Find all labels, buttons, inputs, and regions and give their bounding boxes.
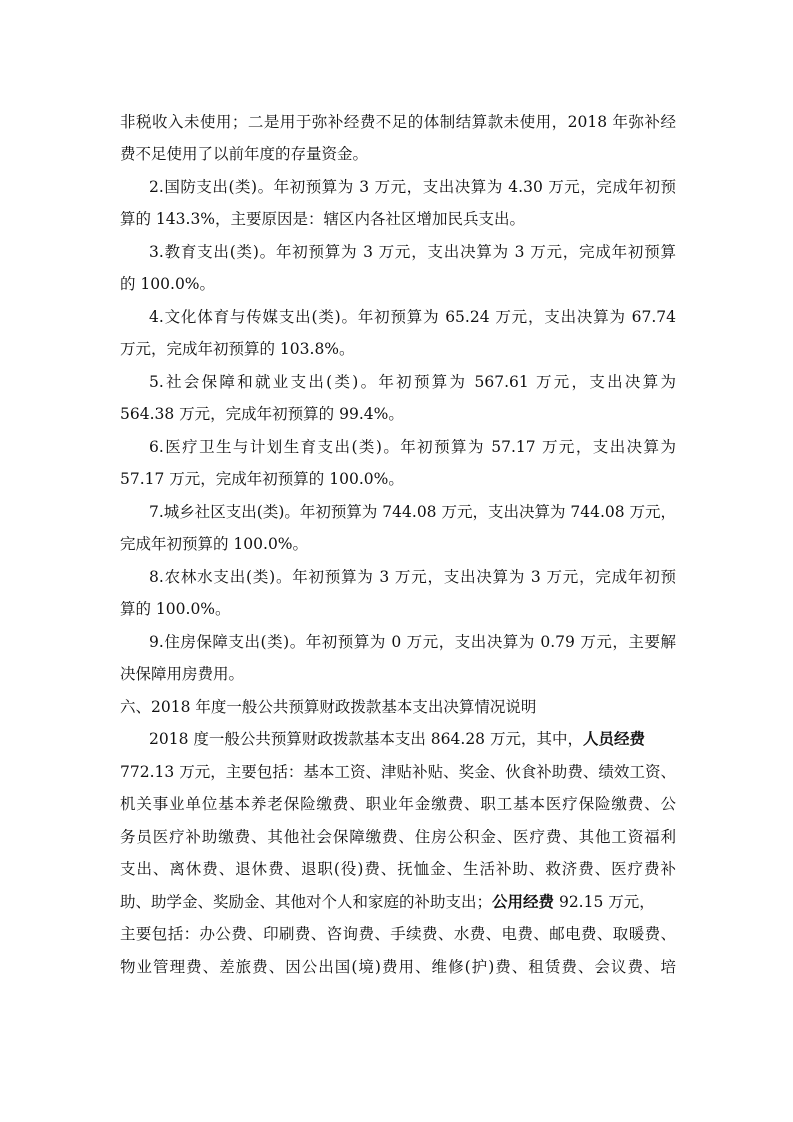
paragraph-line: 机关事业单位基本养老保险缴费、职业年金缴费、职工基本医疗保险缴费、公 (120, 795, 676, 813)
paragraph-line: 2.国防支出(类)。年初预算为 3 万元，支出决算为 4.30 万元，完成年初预 (149, 178, 676, 196)
paragraph-line (149, 729, 645, 749)
paragraph-line: 8.农林水支出(类)。年初预算为 3 万元，支出决算为 3 万元，完成年初预 (149, 568, 676, 586)
paragraph-line: 564.38 万元，完成年初预算的 99.4%。 (120, 405, 404, 423)
paragraph-line: 算的 100.0%。 (120, 600, 231, 618)
paragraph-line: 5.社会保障和就业支出(类)。年初预算为 567.61 万元，支出决算为 (149, 373, 676, 391)
paragraph-line: 4.文化体育与传媒支出(类)。年初预算为 65.24 万元，支出决算为 67.74 (149, 308, 676, 326)
paragraph-line: 决保障用房费用。 (120, 665, 245, 683)
paragraph-line: 务员医疗补助缴费、其他社会保障缴费、住房公积金、医疗费、其他工资福利 (120, 828, 676, 846)
paragraph-line: 57.17 万元，完成年初预算的 100.0%。 (120, 470, 404, 488)
paragraph-line: 3.教育支出(类)。年初预算为 3 万元，支出决算为 3 万元，完成年初预算 (149, 243, 676, 261)
paragraph-line: 完成年初预算的 100.0%。 (120, 535, 309, 553)
paragraph-text: 92.15 万元， (554, 893, 655, 911)
paragraph-line: 的 100.0%。 (120, 275, 216, 293)
paragraph-line: 物业管理费、差旅费、因公出国(境)费用、维修(护)费、租赁费、会议费、培 (120, 958, 676, 976)
paragraph-line: 支出、离休费、退休费、退职(役)费、抚恤金、生活补助、救济费、医疗费补 (120, 860, 676, 878)
bold-term: 人员经费 (582, 730, 645, 748)
paragraph-line: 非税收入未使用；二是用于弥补经费不足的体制结算款未使用，2018 年弥补经 (120, 113, 676, 131)
paragraph-line: 9.住房保障支出(类)。年初预算为 0 万元，支出决算为 0.79 万元，主要解 (149, 633, 676, 651)
bold-term: 公用经费 (492, 893, 555, 911)
section-heading: 六、2018 年度一般公共预算财政拨款基本支出决算情况说明 (120, 698, 537, 716)
paragraph-line: 6.医疗卫生与计划生育支出(类)。年初预算为 57.17 万元，支出决算为 (149, 438, 676, 456)
paragraph-line: 万元，完成年初预算的 103.8%。 (120, 340, 355, 358)
paragraph-line: 主要包括：办公费、印刷费、咨询费、手续费、水费、电费、邮电费、取暖费、 (120, 925, 676, 943)
paragraph-line: 772.13 万元，主要包括：基本工资、津贴补贴、奖金、伙食补助费、绩效工资、 (120, 763, 676, 781)
paragraph-line: 7.城乡社区支出(类)。年初预算为 744.08 万元，支出决算为 744.08 万元， (149, 503, 677, 521)
paragraph-text: 助、助学金、奖励金、其他对个人和家庭的补助支出； (120, 893, 493, 911)
paragraph-text: 2018 度一般公共预算财政拨款基本支出 864.28 万元，其中， (149, 730, 583, 748)
paragraph-line: 算的 143.3%，主要原因是：辖区内各社区增加民兵支出。 (120, 210, 526, 228)
paragraph-line (120, 892, 655, 912)
paragraph-line: 费不足使用了以前年度的存量资金。 (120, 145, 369, 163)
